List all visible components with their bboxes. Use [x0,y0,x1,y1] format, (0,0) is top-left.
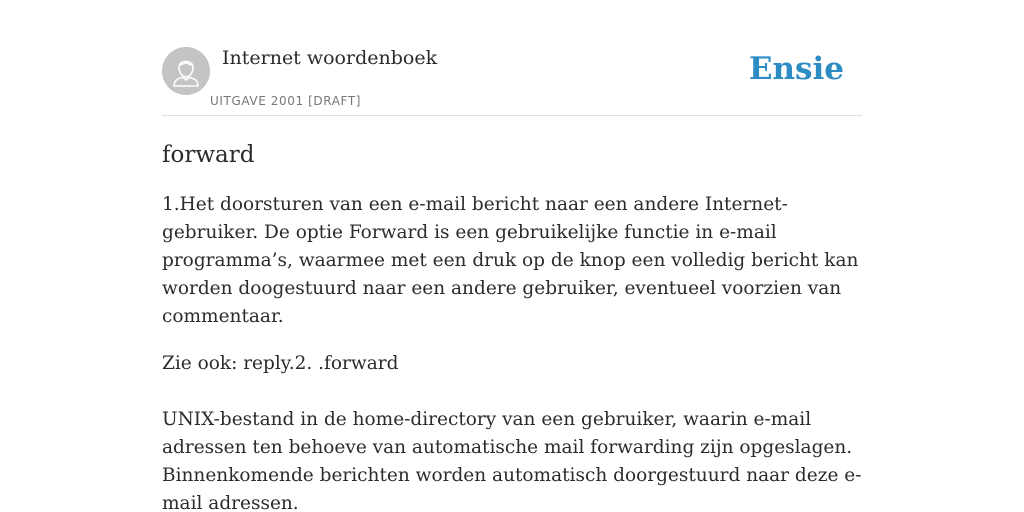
user-avatar-icon[interactable] [162,47,210,95]
source-header [162,47,862,116]
entry-content [162,140,862,512]
source-title[interactable]: Internet woordenboek [222,47,438,69]
brand-logo[interactable]: Ensie [748,51,844,87]
entry-headword: forward [162,142,255,168]
definition-paragraph: UNIX-bestand in de home-directory van een gebruiker, waarin e-mail adressen ten behoeve van automatische mail forwarding zijn opgeslagen. Binnenkomende berichten worden automatisch doorgestuurd naar deze e-mail adressen. [162,409,862,512]
source-edition: UITGAVE 2001 [DRAFT] [210,94,362,108]
page [162,0,862,512]
see-also-paragraph: Zie ook: reply.2. .forward [162,353,399,374]
definition-paragraph: 1.Het doorsturen van een e-mail bericht naar een andere Internet-gebruiker. De optie Forward is een gebruikelijke functie in e-mail programma’s, waarmee met een druk op de knop een volledig bericht kan worden doogestuurd naar een andere gebruiker, eventueel voorzien van commentaar. [162,194,859,327]
